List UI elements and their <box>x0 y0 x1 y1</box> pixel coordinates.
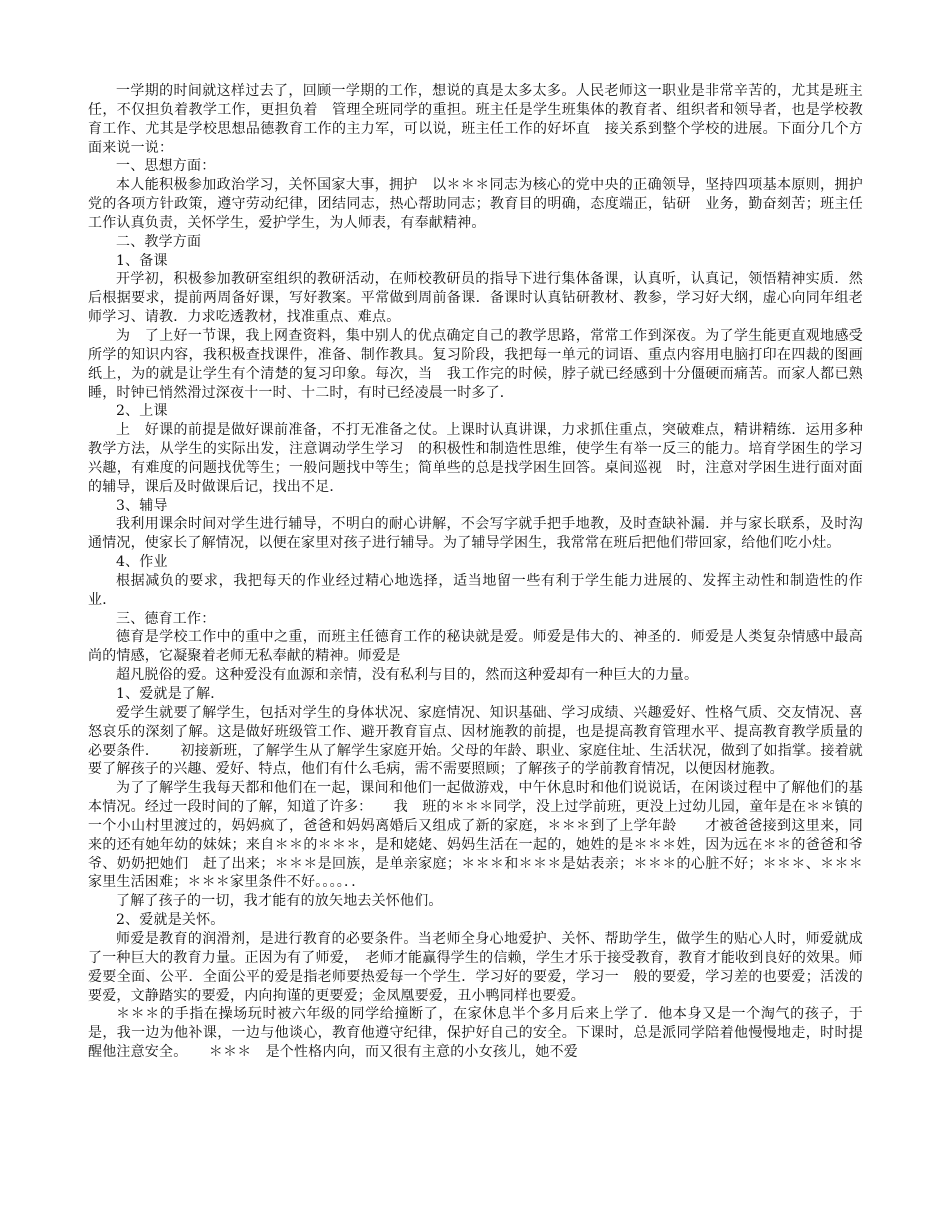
subheading-homework: 4、作业 <box>116 554 168 571</box>
understand-paragraph-1: 爱学生就要了解学生，包括对学生的身体状况、家庭情况、知识基础、学习成绩、兴趣爱好、性格气质、交友情况、喜怒哀乐的深刻了解。这是做好班级管工作、避开教育盲点、因材施教的前提，也是提高教育管理水平、提高教育教学质量的必要条件． 初接新班，了解学生从了解学生家庭开始。父母的年龄、职业、家庭住址、生活状况，做到了如指掌。接着就要了解孩子的兴趣、爱好、特点，他们有什么毛病，需不需要照顾；了解孩子的学前教育情况，以便因材施教。 <box>88 704 863 778</box>
subheading-love-understand: 1、爱就是了解． <box>116 686 225 702</box>
document-page <box>88 82 863 1062</box>
understand-paragraph-3: 了解了孩子的一切，我才能有的放矢地去关怀他们。 <box>116 893 443 910</box>
care-paragraph-1: 师爱是教育的润滑剂，是进行教育的必要条件。当老师全身心地爱护、关怀、帮助学生，做学生的贴心人时，师爱就成了一种巨大的教育力量。正因为有了师爱， 老师才能赢得学生的信赖，学生才乐于接受教育，教育才能收到良好的效果。师爱要全面、公平．全面公平的爱是指老师要热爱每一个学生．学习好的要爱，学习一 般的要爱，学习差的也要爱；活泼的要爱，文静踏实的要爱，内向拘谨的更要爱；金凤凰要爱，丑小鸭同样也要爱。 <box>88 930 863 1004</box>
prepare-paragraph-2: 为 了上好一节课，我上网查资料，集中别人的优点确定自己的教学思路，常常工作到深夜。为了学生能更直观地感受所学的知识内容，我积极查找课件，准备、制作教具。复习阶段，我把每一单元的词语、重点内容用电脑打印在四裁的图画纸上，为的就是让学生有个清楚的复习印象。每次，当 我工作完的时候，脖子就已经感到十分僵硬而痛苦。而家人都已熟睡，时钟已悄然滑过深夜十一时、十二时，有时已经凌晨一时多了． <box>88 327 863 401</box>
homework-paragraph: 根据减负的要求，我把每天的作业经过精心地选择，适当地留一些有利于学生能力进展的、发挥主动性和制造性的作业． <box>88 572 863 608</box>
subheading-prepare: 1、备课 <box>116 252 168 269</box>
understand-paragraph-2: 为了了解学生我每天都和他们在一起，课间和他们一起做游戏，中午休息时和他们说说话，在闲谈过程中了解他们的基本情况。经过一段时间的了解，知道了许多： 我 班的＊＊＊同学，没上过学前班，更没上过幼儿园，童年是在＊＊镇的一个小山村里渡过的，妈妈疯了，爸爸和妈妈离婚后又组成了新的家庭，＊＊＊到了上学年龄 才被爸爸接到这里来，同来的还有她年幼的妹妹；来自＊＊的＊＊＊，是和姥姥、妈妈生活在一起的，她姓的是＊＊＊姓，因为远在＊＊的爸爸和爷爷、奶奶把她们 赶了出来；＊＊＊是回族，是单亲家庭；＊＊＊和＊＊＊是姑表亲；＊＊＊的心脏不好；＊＊＊、＊＊＊家里生活困难；＊＊＊家里条件不好。。。。．． <box>88 780 863 891</box>
moral-paragraph-1: 德育是学校工作中的重中之重，而班主任德育工作的秘诀就是爱。师爱是伟大的、神圣的．师爱是人类复杂情感中最高尚的情感，它凝聚着老师无私奉献的精神。师爱是 <box>88 629 863 665</box>
thought-paragraph: 本人能积极参加政治学习，关怀国家大事，拥护 以＊＊＊同志为核心的党中央的正确领导，坚持四项基本原则，拥护党的各项方针政策，遵守劳动纪律，团结同志，热心帮助同志；教育目的明确，态度端正，钻研 业务，勤奋刻苦；班主任工作认真负责，关怀学生，爱护学生，为人师表，有奉献精神。 <box>88 177 863 231</box>
subheading-class: 2、上课 <box>116 403 168 420</box>
moral-paragraph-2: 超凡脱俗的爱。这种爱没有血源和亲情，没有私利与目的，然而这种爱却有一种巨大的力量。 <box>116 667 699 684</box>
class-paragraph: 上 好课的前提是做好课前准备，不打无准备之仗。上课时认真讲课，力求抓住重点，突破难点，精讲精练．运用多种教学方法，从学生的实际出发，注意调动学生学习 的积极性和制造性思维，使学生有举一反三的能力。培育学困生的学习兴趣，有难度的问题找优等生；一般问题找中等生；简单些的总是找学困生回答。桌间巡视 时，注意对学困生进行面对面的辅导，课后及时做课后记，找出不足． <box>88 422 863 495</box>
prepare-paragraph-1: 开学初，积极参加教研室组织的教研活动，在师校教研员的指导下进行集体备课，认真听，认真记，领悟精神实质．然后根据要求，提前两周备好课，写好教案。平常做到周前备课．备课时认真钻研教材、教参，学习好大纲，虚心向同年组老师学习、请教．力求吃透教材，找准重点、难点。 <box>88 271 863 326</box>
subheading-tutoring: 3、辅导 <box>116 497 168 514</box>
tutoring-paragraph: 我利用课余时间对学生进行辅导，不明白的耐心讲解，不会写字就手把手地教，及时查缺补漏．并与家长联系，及时沟通情况，使家长了解情况，以便在家里对孩子进行辅导。为了辅导学困生，我常常在班后把他们带回家，给他们吃小灶。 <box>88 516 863 552</box>
section-heading-moral: 三、德育工作： <box>116 610 216 627</box>
section-heading-teaching: 二、教学方面 <box>116 233 202 250</box>
subheading-love-care: 2、爱就是关怀。 <box>116 912 225 929</box>
care-paragraph-2: ＊＊＊的手指在操场玩时被六年级的同学给撞断了，在家休息半个多月后来上学了．他本身又是一个淘气的孩子，于是，我一边为他补课，一边与他谈心，教育他遵守纪律，保护好自己的安全。下课时，总是派同学陪着他慢慢地走，时时提醒他注意安全。 ＊＊＊ 是个性格内向，而又很有主意的小女孩儿，她不爱 <box>88 1006 863 1061</box>
section-heading-thought: 一、思想方面： <box>116 158 216 175</box>
intro-paragraph: 一学期的时间就这样过去了，回顾一学期的工作，想说的真是太多太多。人民老师这一职业是非常辛苦的，尤其是班主任，不仅担负着教学工作，更担负着 管理全班同学的重担。班主任是学生班集体的教育者、组织者和领导者，也是学校教育工作、尤其是学校思想品德教育工作的主力军，可以说，班主任工作的好坏直 接关系到整个学校的进展。下面分几个方面来说一说： <box>88 83 863 156</box>
